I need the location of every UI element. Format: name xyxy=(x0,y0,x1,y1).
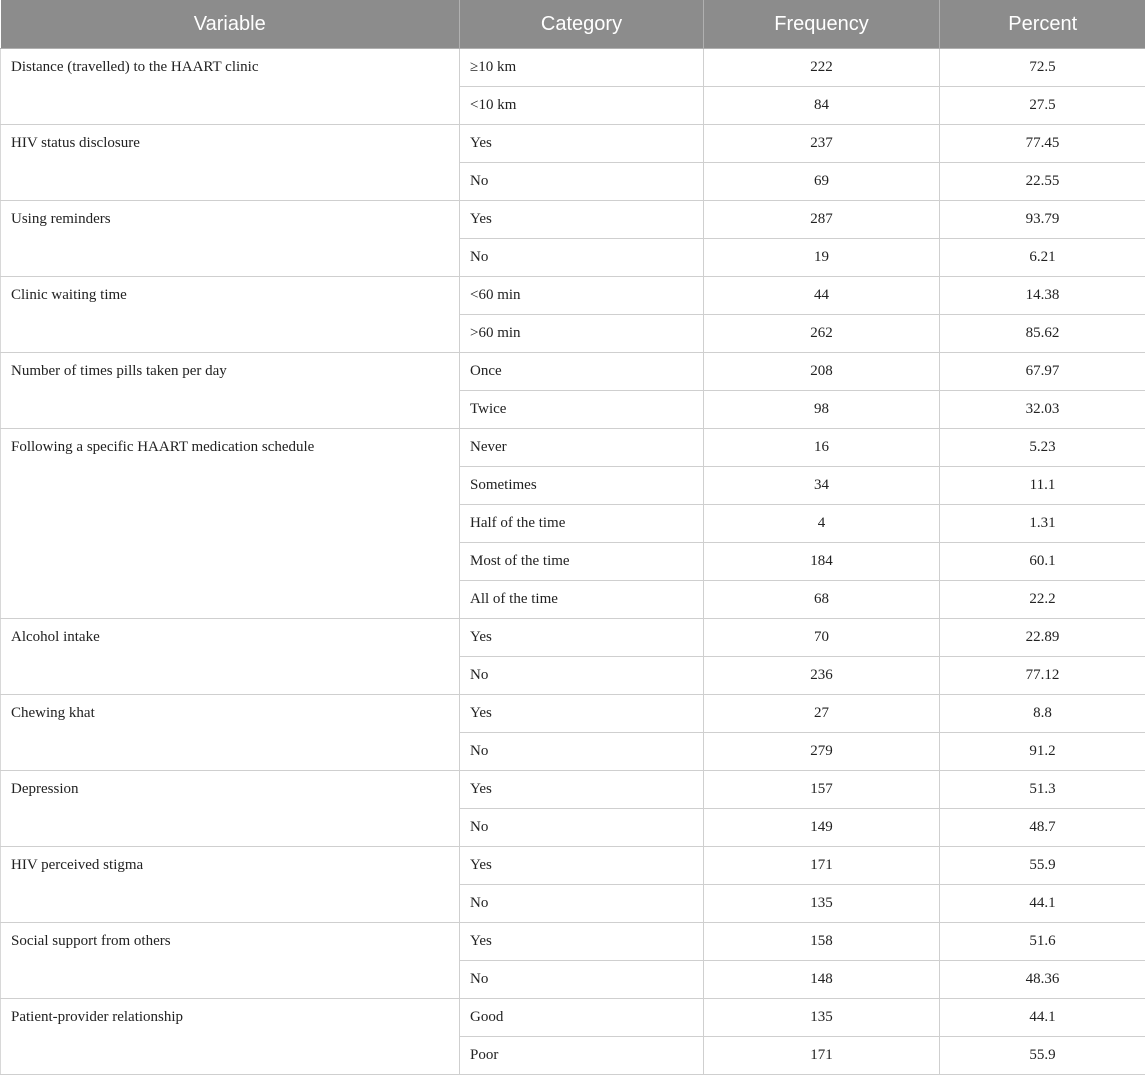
category-cell: Yes xyxy=(460,125,704,163)
category-cell: No xyxy=(460,163,704,201)
category-cell: Never xyxy=(460,429,704,467)
frequency-cell: 237 xyxy=(704,125,940,163)
category-cell: No xyxy=(460,809,704,847)
table-row xyxy=(1,999,1145,1037)
percent-cell: 22.89 xyxy=(940,619,1145,657)
variable-cell: Number of times pills taken per day xyxy=(1,353,460,429)
percent-cell: 93.79 xyxy=(940,201,1145,239)
header-frequency: Frequency xyxy=(704,0,940,49)
frequency-cell: 184 xyxy=(704,543,940,581)
frequency-cell: 34 xyxy=(704,467,940,505)
percent-cell: 91.2 xyxy=(940,733,1145,771)
frequency-cell: 44 xyxy=(704,277,940,315)
frequency-cell: 287 xyxy=(704,201,940,239)
frequency-cell: 171 xyxy=(704,1037,940,1075)
frequency-cell: 70 xyxy=(704,619,940,657)
frequency-cell: 135 xyxy=(704,999,940,1037)
frequency-cell: 27 xyxy=(704,695,940,733)
category-cell: <60 min xyxy=(460,277,704,315)
category-cell: All of the time xyxy=(460,581,704,619)
table-row xyxy=(1,429,1145,467)
category-cell: Yes xyxy=(460,847,704,885)
category-cell: No xyxy=(460,961,704,999)
variable-cell: Patient-provider relationship xyxy=(1,999,460,1075)
category-cell: ≥10 km xyxy=(460,49,704,87)
frequency-cell: 4 xyxy=(704,505,940,543)
frequency-cell: 222 xyxy=(704,49,940,87)
category-cell: Yes xyxy=(460,923,704,961)
frequency-cell: 69 xyxy=(704,163,940,201)
category-cell: Once xyxy=(460,353,704,391)
frequency-cell: 16 xyxy=(704,429,940,467)
frequency-cell: 208 xyxy=(704,353,940,391)
frequency-cell: 158 xyxy=(704,923,940,961)
percent-cell: 85.62 xyxy=(940,315,1145,353)
category-cell: Sometimes xyxy=(460,467,704,505)
table-row xyxy=(1,125,1145,163)
category-cell: Good xyxy=(460,999,704,1037)
percent-cell: 22.55 xyxy=(940,163,1145,201)
percent-cell: 60.1 xyxy=(940,543,1145,581)
frequency-cell: 148 xyxy=(704,961,940,999)
percent-cell: 48.36 xyxy=(940,961,1145,999)
category-cell: Yes xyxy=(460,619,704,657)
percent-cell: 44.1 xyxy=(940,999,1145,1037)
category-cell: No xyxy=(460,733,704,771)
table-row xyxy=(1,923,1145,961)
frequency-cell: 84 xyxy=(704,87,940,125)
category-cell: Yes xyxy=(460,771,704,809)
frequency-cell: 262 xyxy=(704,315,940,353)
percent-cell: 11.1 xyxy=(940,467,1145,505)
percent-cell: 51.6 xyxy=(940,923,1145,961)
variable-cell: Following a specific HAART medication schedule xyxy=(1,429,460,619)
percent-cell: 44.1 xyxy=(940,885,1145,923)
variable-cell: Using reminders xyxy=(1,201,460,277)
variable-cell: Distance (travelled) to the HAART clinic xyxy=(1,49,460,125)
variable-cell: Depression xyxy=(1,771,460,847)
category-cell: Yes xyxy=(460,695,704,733)
variable-cell: Clinic waiting time xyxy=(1,277,460,353)
header-percent: Percent xyxy=(940,0,1145,49)
category-cell: Yes xyxy=(460,201,704,239)
percent-cell: 72.5 xyxy=(940,49,1145,87)
percent-cell: 22.2 xyxy=(940,581,1145,619)
table-row xyxy=(1,201,1145,239)
table-row xyxy=(1,49,1145,87)
variable-cell: Alcohol intake xyxy=(1,619,460,695)
percent-cell: 55.9 xyxy=(940,847,1145,885)
category-cell: Poor xyxy=(460,1037,704,1075)
percent-cell: 67.97 xyxy=(940,353,1145,391)
percent-cell: 55.9 xyxy=(940,1037,1145,1075)
category-cell: No xyxy=(460,657,704,695)
category-cell: No xyxy=(460,239,704,277)
category-cell: Twice xyxy=(460,391,704,429)
table-row xyxy=(1,619,1145,657)
table-row xyxy=(1,277,1145,315)
category-cell: Half of the time xyxy=(460,505,704,543)
table-header xyxy=(1,0,1145,49)
frequency-cell: 157 xyxy=(704,771,940,809)
frequency-cell: 135 xyxy=(704,885,940,923)
category-cell: No xyxy=(460,885,704,923)
category-cell: <10 km xyxy=(460,87,704,125)
category-cell: Most of the time xyxy=(460,543,704,581)
variable-cell: HIV perceived stigma xyxy=(1,847,460,923)
frequency-cell: 279 xyxy=(704,733,940,771)
percent-cell: 51.3 xyxy=(940,771,1145,809)
percent-cell: 14.38 xyxy=(940,277,1145,315)
percent-cell: 8.8 xyxy=(940,695,1145,733)
header-variable: Variable xyxy=(1,0,460,49)
percent-cell: 32.03 xyxy=(940,391,1145,429)
table-row xyxy=(1,771,1145,809)
percent-cell: 77.12 xyxy=(940,657,1145,695)
variable-cell: Chewing khat xyxy=(1,695,460,771)
percent-cell: 48.7 xyxy=(940,809,1145,847)
variable-cell: Social support from others xyxy=(1,923,460,999)
table-row xyxy=(1,847,1145,885)
header-row xyxy=(1,0,1145,49)
frequency-cell: 236 xyxy=(704,657,940,695)
header-category: Category xyxy=(460,0,704,49)
table-body xyxy=(1,49,1145,1075)
percent-cell: 77.45 xyxy=(940,125,1145,163)
table-row xyxy=(1,695,1145,733)
percent-cell: 5.23 xyxy=(940,429,1145,467)
percent-cell: 27.5 xyxy=(940,87,1145,125)
variable-cell: HIV status disclosure xyxy=(1,125,460,201)
frequency-cell: 171 xyxy=(704,847,940,885)
category-cell: >60 min xyxy=(460,315,704,353)
frequency-cell: 98 xyxy=(704,391,940,429)
table-row xyxy=(1,353,1145,391)
percent-cell: 1.31 xyxy=(940,505,1145,543)
percent-cell: 6.21 xyxy=(940,239,1145,277)
frequency-cell: 19 xyxy=(704,239,940,277)
frequency-cell: 68 xyxy=(704,581,940,619)
frequency-cell: 149 xyxy=(704,809,940,847)
